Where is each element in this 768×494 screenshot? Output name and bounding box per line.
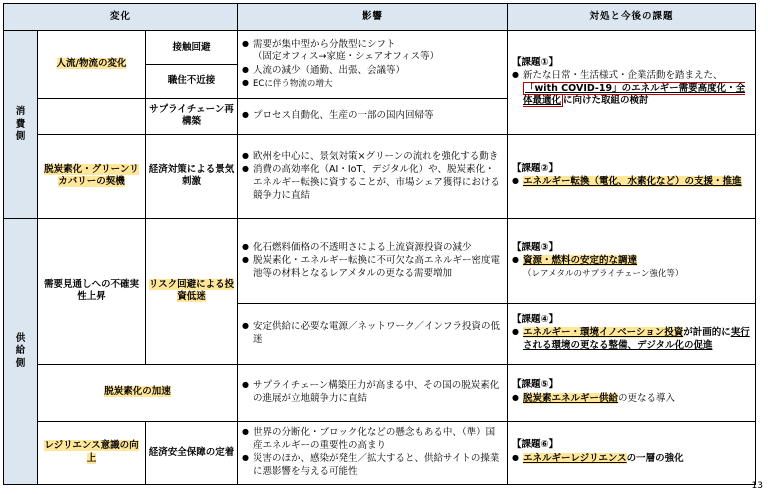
category-people-flow: 人流/物流の変化	[38, 31, 146, 99]
row-uncertainty-1	[4, 219, 756, 303]
impact-uncertainty-1	[238, 219, 508, 303]
issue-2-title: 【課題②】	[512, 162, 559, 174]
impact-bullet: ● 災害のほか、感染が発生／拡大すると、供給サイトの操業に悪影響を与える可能性	[242, 453, 503, 478]
issue-2-bullet: ● エネルギー転換（電化、水素化など）の支援・推進	[512, 176, 751, 189]
issue-4-bullet: ● エネルギー・環境イノベーション投資が計画的に実行される環境の更なる整備、デジタル化の促進	[512, 327, 751, 352]
header-action: 対処と今後の課題	[508, 4, 756, 31]
issue-2	[508, 134, 756, 218]
category-resilience: レジリエンス意識の向上	[38, 421, 146, 484]
sub-work-home: 職住不近接	[146, 65, 238, 99]
sub-risk-avoid: リスク回避による投資低迷	[146, 219, 238, 365]
issue-1-bullet: ● 新たな日常・生活様式・企業活動を踏まえた、 「with COVID-19」のエネルギー需要高度化・全体最適化 に向けた取組の検討	[512, 70, 751, 108]
impact-supplychain	[238, 98, 508, 134]
row-contact-avoid	[4, 31, 756, 65]
impact-bullet: ● 消費の高効率化（AI・IoT、デジタル化）や、脱炭素化・エネルギー転換に資することが、市場シェア獲得における競争力に直結	[242, 164, 503, 202]
impact-accel	[238, 364, 508, 421]
impact-bullet: ● 脱炭素化・エネルギー転換に不可欠な高エネルギー密度電池等の材料となるレアメタルの更なる需要増加	[242, 255, 503, 280]
issue-5-bullet: ● 脱炭素エネルギー供給の更なる導入	[512, 393, 751, 406]
impact-bullet: ● サプライチェーン構築圧力が高まる中、その国の脱炭素化の進展が立地競争力に直結	[242, 380, 503, 405]
page-number: 13	[751, 481, 763, 491]
row-resilience	[4, 421, 756, 484]
impact-bullet: ● 人流の減少（通勤、出張、会議等）	[242, 65, 503, 78]
sub-contact-avoid: 接触回避	[146, 31, 238, 65]
row-accel	[4, 364, 756, 421]
impact-bullet: ● ECに伴う物流の増大	[242, 78, 503, 91]
sub-supplychain: サプライチェーン再構築	[146, 98, 238, 134]
sub-economic-stimulus: 経済対策による景気刺激	[146, 134, 238, 218]
category-blank	[38, 98, 146, 134]
impact-decarb	[238, 134, 508, 218]
issue-1-title: 【課題①】	[512, 56, 559, 68]
header-impact: 影響	[238, 4, 508, 31]
issue-6-title: 【課題⑥】	[512, 439, 559, 451]
impact-bullet: ● 安定供給に必要な電源／ネットワーク／インフラ投資の低迷	[242, 321, 503, 346]
issue-6	[508, 421, 756, 484]
issue-3-note: （レアメタルのサプライチェーン強化等）	[523, 268, 684, 279]
impact-bullet: ● プロセス自動化、生産の一部の国内回帰等	[242, 110, 503, 123]
header-change: 変化	[4, 4, 238, 31]
category-decarb-accel: 脱炭素化の加速	[38, 364, 238, 421]
impact-bullet: ● 世界の分断化・ブロック化などの懸念もある中、（準）国産エネルギーの重要性の高まり	[242, 427, 503, 452]
impact-people-flow	[238, 31, 508, 99]
impact-bullet: ● 需要が集中型から分散型にシフト （固定オフィス→家庭・シェアオフィス等）	[242, 39, 503, 64]
category-decarb: 脱炭素化・グリーンリカバリーの契機	[38, 134, 146, 218]
impact-bullet: ● 欧州を中心に、景気対策×グリーンの流れを強化する動き	[242, 151, 503, 164]
issue-4	[508, 303, 756, 364]
row-decarb	[4, 134, 756, 218]
issue-4-title: 【課題④】	[512, 313, 559, 325]
impact-resilience	[238, 421, 508, 484]
issue-3-title: 【課題③】	[512, 241, 559, 253]
sub-econ-security: 経済安全保障の定着	[146, 421, 238, 484]
issue-3-bullet: ● 資源・燃料の安定的な調達	[512, 255, 751, 268]
change-impact-table	[3, 3, 756, 485]
issue-6-bullet: ● エネルギーレジリエンスの一層の強化	[512, 453, 751, 466]
impact-uncertainty-2	[238, 303, 508, 364]
impact-bullet: ● 化石燃料価格の不透明さによる上流資源投資の減少	[242, 242, 503, 255]
side-supply: 供 給 側	[4, 219, 38, 485]
header-row	[4, 4, 756, 31]
issue-1	[508, 31, 756, 134]
issue-3	[508, 219, 756, 303]
side-consumption: 消 費 側	[4, 31, 38, 219]
issue-5	[508, 364, 756, 421]
category-uncertainty: 需要見通しへの不確実性上昇	[38, 219, 146, 365]
issue-5-title: 【課題⑤】	[512, 379, 559, 391]
